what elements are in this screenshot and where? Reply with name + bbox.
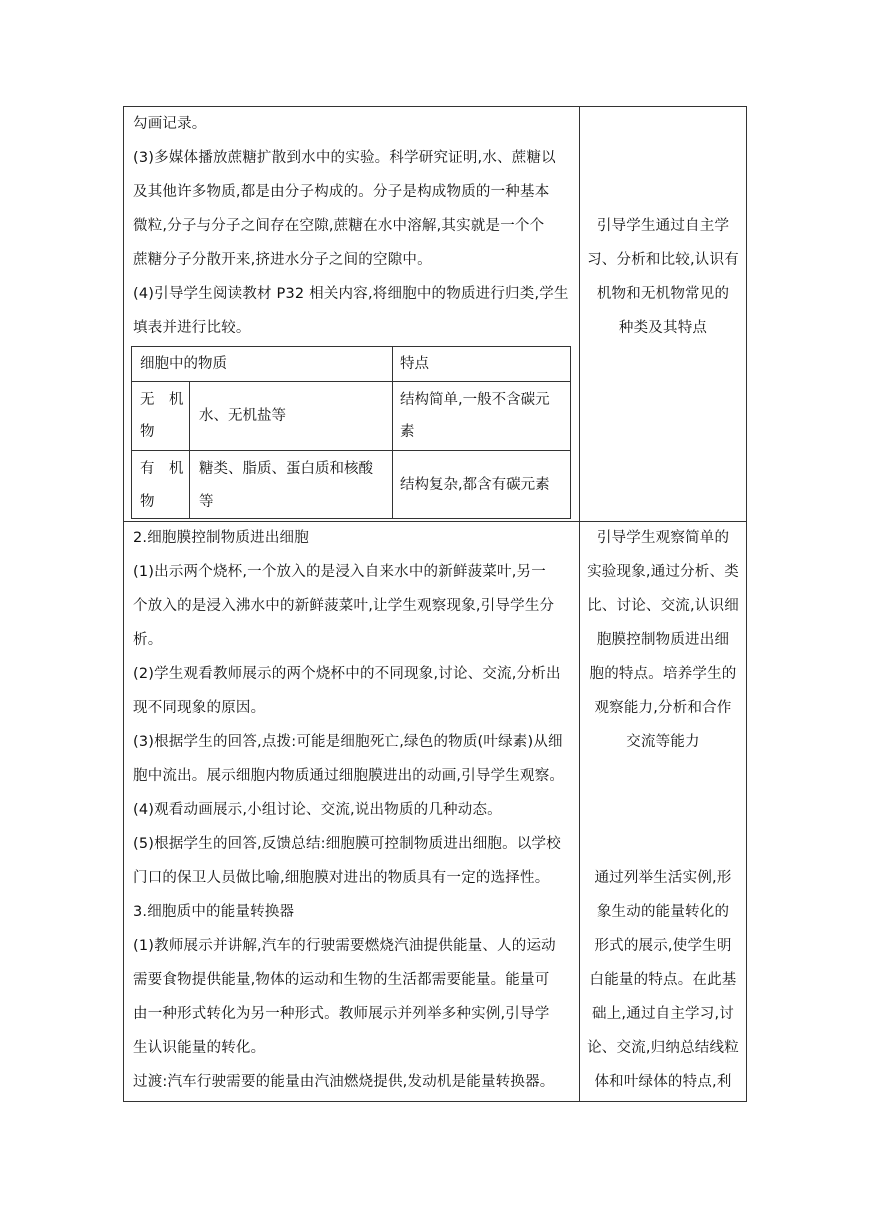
goal-text-line: 论、交流,归纳总结线粒 — [587, 1040, 739, 1056]
table-cell-example: 等 — [199, 494, 214, 510]
table-divider — [132, 381, 570, 382]
text-line: 生认识能量的转化。 — [133, 1040, 266, 1056]
text-line: (5)根据学生的回答,反馈总结:细胞膜可控制物质进出细胞。以学校 — [133, 836, 561, 852]
table-cell-feature: 结构复杂,都含有碳元素 — [400, 477, 550, 493]
goal-text-line: 引导学生观察简单的 — [596, 530, 730, 546]
goal-text-line: 机物和无机物常见的 — [596, 286, 730, 302]
goal-text-line: 体和叶绿体的特点,利 — [594, 1074, 732, 1090]
goal-text-line: 引导学生通过自主学 — [596, 218, 730, 234]
text-line: (3)根据学生的回答,点拨:可能是细胞死亡,绿色的物质(叶绿素)从细 — [133, 734, 563, 750]
table-cell-example: 水、无机盐等 — [199, 408, 286, 424]
table-divider — [132, 450, 570, 451]
table-header-feature: 特点 — [400, 356, 429, 372]
text-line: 门口的保卫人员做比喻,细胞膜对进出的物质具有一定的选择性。 — [133, 870, 550, 886]
goal-text-line: 交流等能力 — [626, 734, 700, 750]
goal-text-line: 形式的展示,使学生明 — [594, 938, 732, 954]
text-line: (3)多媒体播放蔗糖扩散到水中的实验。科学研究证明,水、蔗糖以 — [133, 150, 556, 166]
text-line: 析。 — [133, 632, 163, 648]
text-line: (2)学生观看教师展示的两个烧杯中的不同现象,讨论、交流,分析出 — [133, 666, 561, 682]
text-line: 现不同现象的原因。 — [133, 700, 266, 716]
table-cell-category: 无 机 — [140, 392, 184, 408]
text-line: (1)教师展示并讲解,汽车的行驶需要燃烧汽油提供能量、人的运动 — [133, 938, 556, 954]
goal-text-line: 通过列举生活实例,形 — [594, 870, 732, 886]
goal-text-line: 白能量的特点。在此基 — [589, 972, 737, 988]
section-heading: 3.细胞质中的能量转换器 — [133, 904, 295, 920]
text-line: (1)出示两个烧杯,一个放入的是浸入自来水中的新鲜菠菜叶,另一 — [133, 564, 546, 580]
text-line: (4)引导学生阅读教材 P32 相关内容,将细胞中的物质进行归类,学生 — [133, 286, 569, 302]
table-cell-feature: 结构简单,一般不含碳元 — [400, 392, 550, 408]
goal-text-line: 观察能力,分析和合作 — [594, 700, 732, 716]
table-cell-category: 有 机 — [140, 461, 184, 477]
goal-text-line: 比、讨论、交流,认识细 — [587, 598, 739, 614]
text-line: 填表并进行比较。 — [133, 320, 251, 336]
goal-text-line: 种类及其特点 — [618, 320, 708, 336]
table-cell-category: 物 — [140, 424, 155, 440]
text-line: 勾画记录。 — [133, 116, 207, 132]
text-line: 胞中流出。展示细胞内物质通过细胞膜进出的动画,引导学生观察。 — [133, 768, 565, 784]
row-divider — [124, 521, 746, 522]
table-header-substance: 细胞中的物质 — [140, 356, 227, 372]
goal-text-line: 象生动的能量转化的 — [596, 904, 730, 920]
goal-text-line: 础上,通过自主学习,讨 — [592, 1006, 734, 1022]
substance-classification-table — [131, 346, 571, 519]
goal-text-line: 习、分析和比较,认识有 — [587, 252, 739, 268]
table-divider — [392, 347, 393, 518]
text-line: (4)观看动画展示,小组讨论、交流,说出物质的几种动态。 — [133, 802, 502, 818]
text-line: 蔗糖分子分散开来,挤进水分子之间的空隙中。 — [133, 252, 432, 268]
goal-text-line: 胞膜控制物质进出细 — [596, 632, 730, 648]
section-heading: 2.细胞膜控制物质进出细胞 — [133, 530, 309, 546]
text-line: 需要食物提供能量,物体的运动和生物的生活都需要能量。能量可 — [133, 972, 550, 988]
goal-text-line: 实验现象,通过分析、类 — [587, 564, 739, 580]
goal-text-line: 胞的特点。培养学生的 — [589, 666, 737, 682]
table-cell-category: 物 — [140, 494, 155, 510]
text-line: 过渡:汽车行驶需要的能量由汽油燃烧提供,发动机是能量转换器。 — [133, 1074, 555, 1090]
text-line: 及其他许多物质,都是由分子构成的。分子是构成物质的一种基本 — [133, 184, 550, 200]
table-cell-feature: 素 — [400, 424, 415, 440]
text-line: 微粒,分子与分子之间存在空隙,蔗糖在水中溶解,其实就是一个个 — [133, 218, 545, 234]
text-line: 个放入的是浸入沸水中的新鲜菠菜叶,让学生观察现象,引导学生分 — [133, 598, 555, 614]
table-cell-example: 糖类、脂质、蛋白质和核酸 — [199, 461, 373, 477]
lesson-plan-table — [123, 106, 747, 1102]
text-line: 由一种形式转化为另一种形式。教师展示并列举多种实例,引导学 — [133, 1006, 550, 1022]
